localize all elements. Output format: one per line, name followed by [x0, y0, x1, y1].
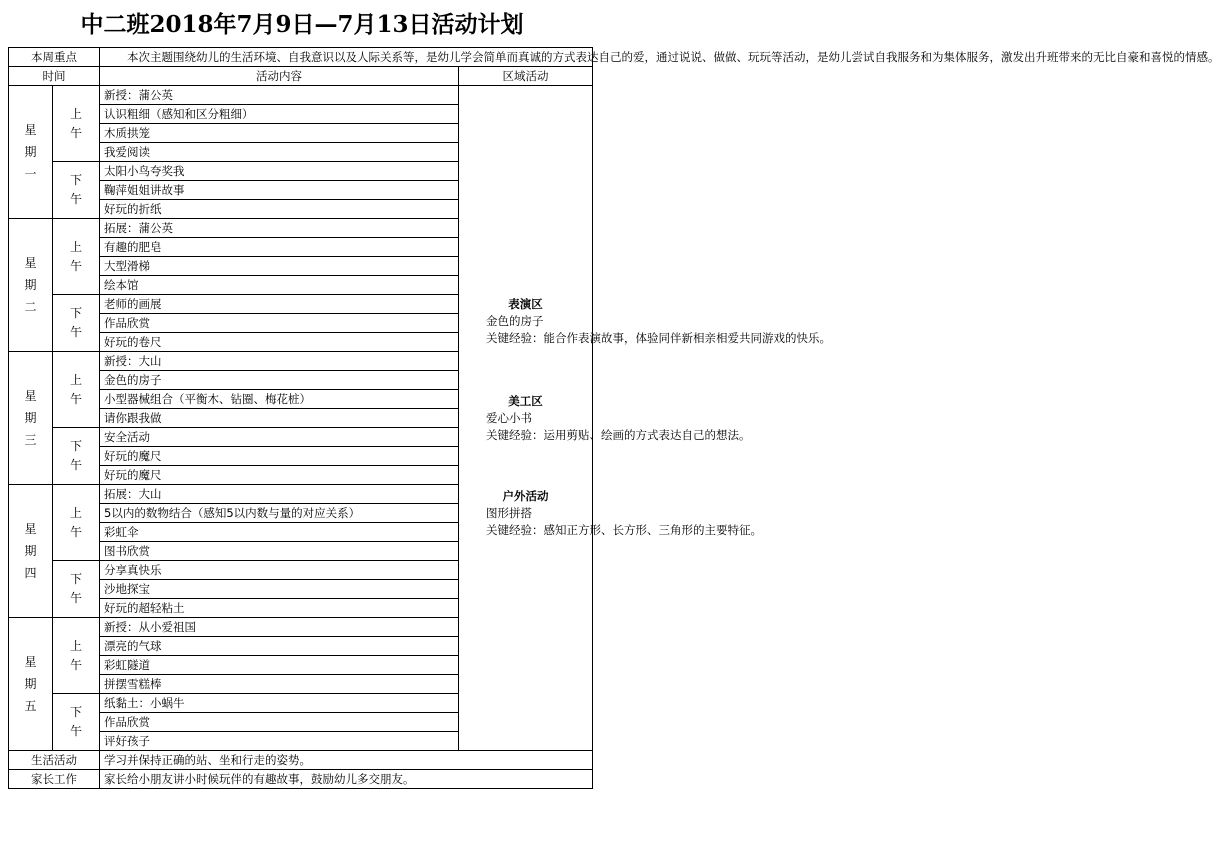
activity-item: 好玩的折纸 [100, 200, 459, 219]
header-time: 时间 [9, 67, 100, 86]
area-block [463, 488, 762, 539]
afternoon-label: 下 午 [53, 694, 100, 751]
activity-item: 新授：蒲公英 [100, 86, 459, 105]
life-label: 生活活动 [9, 751, 100, 770]
activity-plan-table [8, 47, 1220, 789]
activity-item: 沙地探宝 [100, 580, 459, 599]
area-title: 表演区 [508, 296, 543, 311]
activity-item: 木质拱笼 [100, 124, 459, 143]
activity-item: 大型滑梯 [100, 257, 459, 276]
morning-label: 上 午 [53, 485, 100, 561]
activity-item: 请你跟我做 [100, 409, 459, 428]
family-row [9, 770, 593, 789]
area-title: 户外活动 [502, 488, 549, 503]
activity-item: 拓展：蒲公英 [100, 219, 459, 238]
activity-item: 作品欣赏 [100, 713, 459, 732]
morning-label: 上 午 [53, 352, 100, 428]
day-label: 星 期 五 [9, 618, 53, 751]
activity-item: 认识粗细（感知和区分粗细） [100, 105, 459, 124]
day-label: 星 期 二 [9, 219, 53, 352]
life-text: 学习并保持正确的站、坐和行走的姿势。 [100, 751, 593, 770]
afternoon-label: 下 午 [53, 428, 100, 485]
activity-item: 彩虹隧道 [100, 656, 459, 675]
activity-item: 作品欣赏 [100, 314, 459, 333]
activity-item: 金色的房子 [100, 371, 459, 390]
afternoon-label: 下 午 [53, 295, 100, 352]
area-block [463, 296, 831, 347]
activity-item: 有趣的肥皂 [100, 238, 459, 257]
activity-item: 漂亮的气球 [100, 637, 459, 656]
activity-item: 太阳小鸟夸奖我 [100, 162, 459, 181]
activity-item: 图书欣赏 [100, 542, 459, 561]
activity-item: 我爱阅读 [100, 143, 459, 162]
activity-item: 新授：从小爱祖国 [100, 618, 459, 637]
area-experience: 关键经验：感知正方形、长方形、三角形的主要特征。 [486, 522, 762, 537]
morning-label: 上 午 [53, 618, 100, 694]
activity-item: 安全活动 [100, 428, 459, 447]
focus-label: 本周重点 [9, 48, 100, 67]
day-label: 星 期 三 [9, 352, 53, 485]
header-area: 区域活动 [459, 67, 593, 86]
morning-label: 上 午 [53, 86, 100, 162]
life-row [9, 751, 593, 770]
family-label: 家长工作 [9, 770, 100, 789]
header-row [9, 67, 593, 86]
table-row [9, 86, 593, 105]
activity-item: 鞠萍姐姐讲故事 [100, 181, 459, 200]
area-name: 爱心小书 [486, 410, 532, 425]
activity-item: 绘本馆 [100, 276, 459, 295]
area-experience: 关键经验：运用剪贴、绘画的方式表达自己的想法。 [486, 427, 751, 442]
day-label: 星 期 四 [9, 485, 53, 618]
activity-item: 老师的画展 [100, 295, 459, 314]
area-block [463, 393, 751, 444]
activity-item: 评好孩子 [100, 732, 459, 751]
area-experience: 关键经验：能合作表演故事，体验同伴新相亲相爱共同游戏的快乐。 [486, 330, 831, 345]
activity-item: 纸黏土：小蜗牛 [100, 694, 459, 713]
activity-item: 好玩的魔尺 [100, 466, 459, 485]
activity-item: 分享真快乐 [100, 561, 459, 580]
family-text: 家长给小朋友讲小时候玩伴的有趣故事，鼓励幼儿多交朋友。 [100, 770, 593, 789]
activity-item: 好玩的卷尺 [100, 333, 459, 352]
page-title: 中二班2018年7月9日—7月13日活动计划 [80, 11, 524, 38]
area-name: 金色的房子 [486, 313, 544, 328]
day-label: 星 期 一 [9, 86, 53, 219]
focus-text: 本次主题围绕幼儿的生活环境、自我意识以及人际关系等，是幼儿学会简单而真诚的方式表达自己的爱，通过说说、做做、玩玩等活动，是幼儿尝试自我服务和为集体服务，激发出升班带来的无比自豪和喜悦的情感。 [100, 48, 593, 67]
morning-label: 上 午 [53, 219, 100, 295]
header-content: 活动内容 [100, 67, 459, 86]
afternoon-label: 下 午 [53, 162, 100, 219]
activity-item: 小型器械组合（平衡木、钻圈、梅花桩） [100, 390, 459, 409]
activity-item: 拓展：大山 [100, 485, 459, 504]
activity-item: 彩虹伞 [100, 523, 459, 542]
area-title: 美工区 [508, 393, 543, 408]
activity-item: 新授：大山 [100, 352, 459, 371]
activity-item: 拼摆雪糕棒 [100, 675, 459, 694]
area-name: 图形拼搭 [486, 505, 532, 520]
activity-item: 好玩的超轻粘土 [100, 599, 459, 618]
activity-item: 5以内的数物结合（感知5以内数与量的对应关系） [100, 504, 459, 523]
area-activities-cell [459, 86, 831, 751]
afternoon-label: 下 午 [53, 561, 100, 618]
activity-item: 好玩的魔尺 [100, 447, 459, 466]
focus-row [9, 48, 593, 67]
